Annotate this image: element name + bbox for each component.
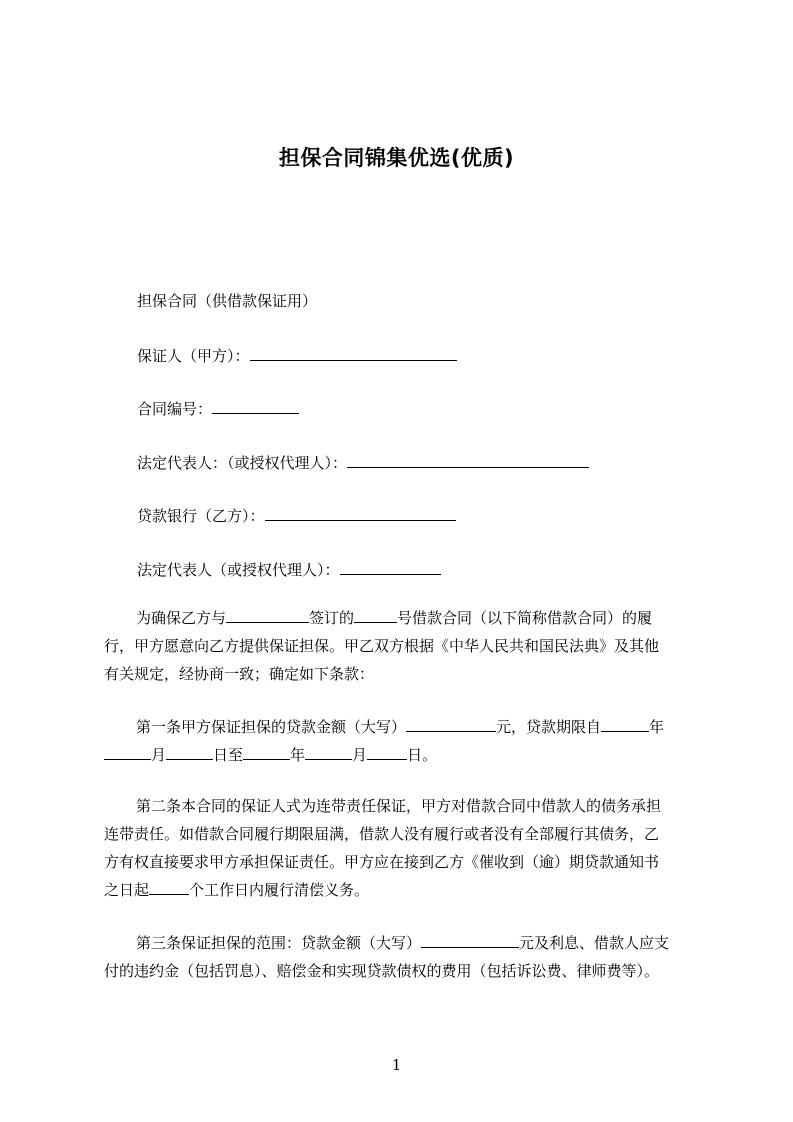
legal-rep-b-line — [137, 559, 441, 580]
guarantor-line — [137, 345, 457, 366]
art1-text-c: 年 — [649, 718, 665, 736]
art3-row-2: 付的违约金（包括罚息）、赔偿金和实现贷款债权的费用（包括诉讼费、律师费等）。 — [104, 962, 660, 980]
legal-rep-a-line — [137, 452, 589, 473]
art3-text-a: 第三条保证担保的范围：贷款金额（大写） — [136, 934, 422, 952]
art1-text-day: 日。 — [407, 746, 438, 764]
art3-text-b: 元及利息、借款人应支 — [519, 934, 670, 952]
art1-start-day-blank — [166, 744, 213, 760]
lender-bank-blank — [265, 505, 456, 521]
art1-end-day-blank — [367, 744, 407, 760]
intro-number-blank — [354, 607, 397, 623]
art1-text-b: 元，贷款期限自 — [496, 718, 602, 736]
art1-text-month2: 月 — [352, 746, 368, 764]
art2-row-4 — [104, 876, 700, 904]
legal-rep-b-label: 法定代表人（或授权代理人）： — [137, 561, 340, 579]
art1-end-month-blank — [305, 744, 352, 760]
art1-row-1 — [104, 713, 700, 741]
intro-row-1 — [104, 604, 700, 632]
contract-no-label: 合同编号： — [137, 400, 213, 418]
art2-row-3: 方有权直接要求甲方承担保证责任。甲方应在接到乙方《催收到（逾）期贷款通知书 — [104, 853, 660, 871]
art2-days-blank — [149, 879, 189, 895]
art2-row-2: 连带责任。如借款合同履行期限届满，借款人没有履行或者没有全部履行其债务，乙 — [104, 825, 660, 843]
article-2 — [104, 792, 700, 904]
intro-party-blank — [226, 607, 309, 623]
document-title: 担保合同锦集优选(优质) — [278, 146, 515, 170]
art1-start-year-blank — [601, 716, 649, 732]
article-1 — [104, 713, 700, 769]
art1-text-year: 年 — [290, 746, 306, 764]
art1-start-month-blank — [104, 744, 151, 760]
intro-text-b: 签订的 — [309, 609, 355, 627]
guarantor-blank — [250, 345, 457, 361]
intro-paragraph — [104, 604, 700, 688]
art1-text-month: 月 — [151, 746, 167, 764]
art1-amount-blank — [406, 716, 496, 732]
guarantor-label: 保证人（甲方）： — [137, 347, 250, 365]
intro-row-3: 有关规定，经协商一致；确定如下条款： — [104, 665, 375, 683]
art2-text-a: 之日起 — [104, 881, 150, 899]
art1-end-year-blank — [243, 744, 290, 760]
intro-text-c: 号借款合同（以下简称借款合同）的履 — [397, 609, 653, 627]
contract-subtitle: 担保合同（供借款保证用） — [137, 292, 318, 310]
art3-row-1 — [104, 929, 700, 957]
art2-row-1: 第二条本合同的保证人式为连带责任保证，甲方对借款合同中借款人的债务承担 — [136, 797, 662, 815]
art2-text-b: 个工作日内履行清偿义务。 — [189, 881, 370, 899]
contract-no-line — [137, 398, 299, 419]
intro-text-a: 为确保乙方与 — [136, 609, 227, 627]
legal-rep-b-blank — [340, 559, 441, 575]
legal-rep-a-label: 法定代表人：（或授权代理人）： — [137, 454, 348, 472]
art1-row-2 — [104, 741, 700, 769]
lender-bank-line — [137, 505, 456, 526]
art3-amount-blank — [421, 932, 519, 948]
lender-bank-label: 贷款银行（乙方）： — [137, 507, 265, 525]
contract-no-blank — [212, 398, 299, 414]
page-number: 1 — [391, 1056, 402, 1074]
article-3 — [104, 929, 700, 985]
art1-text-to: 日至 — [213, 746, 244, 764]
intro-row-2: 行，甲方愿意向乙方提供保证担保。甲乙双方根据《中华人民共和国民法典》及其他 — [104, 637, 660, 655]
legal-rep-a-blank — [347, 452, 589, 468]
art1-text-a: 第一条甲方保证担保的贷款金额（大写） — [136, 718, 407, 736]
